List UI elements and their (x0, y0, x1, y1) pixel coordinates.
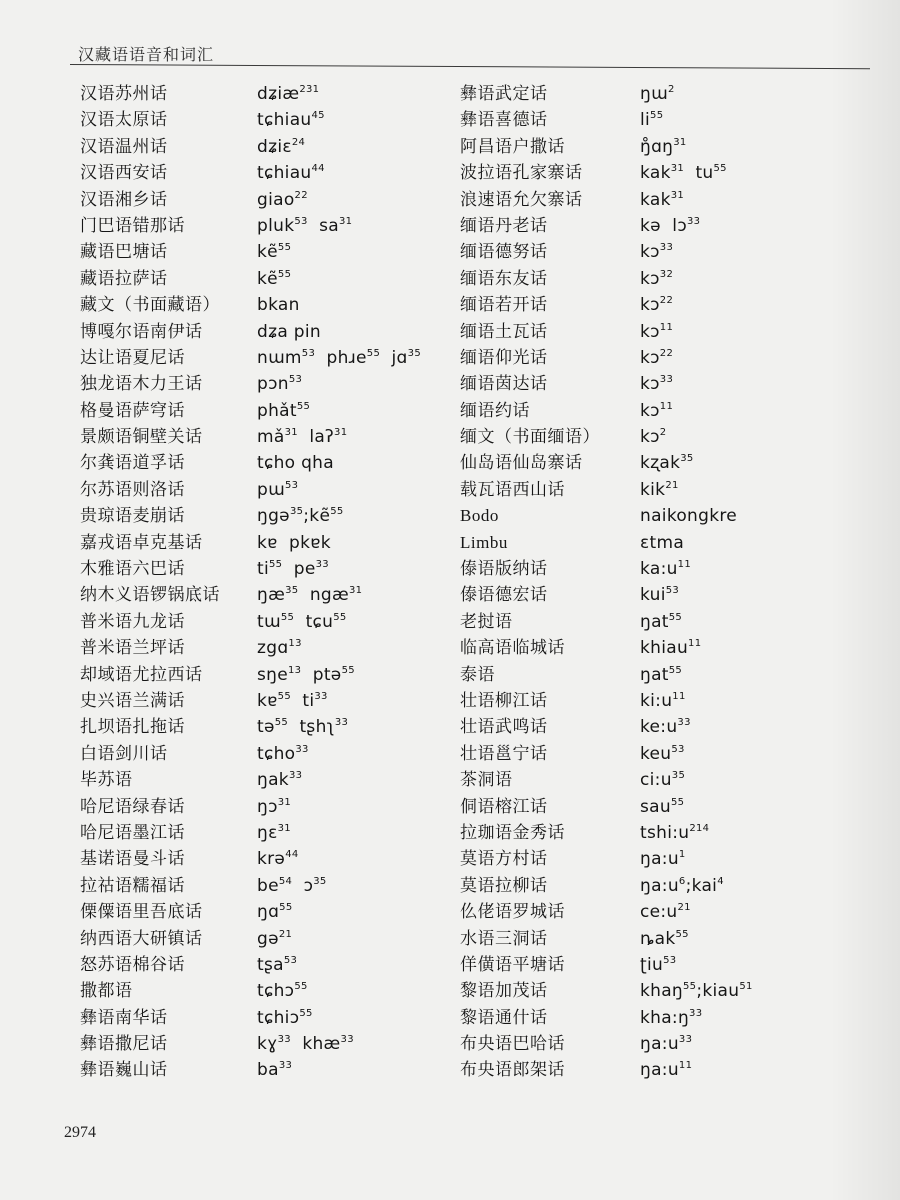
phonetic-form: sau$^{55}$ (640, 796, 685, 817)
entry-row (80, 1005, 460, 1031)
entry-row (460, 345, 860, 371)
entry-row (460, 926, 860, 952)
phonetic-form: ŋgə$^{35}$;kẽ$^{55}$ (257, 506, 344, 527)
phonetic-form: kɐ$^{55}$ $ti^{33}$ (257, 690, 328, 711)
entry-row (80, 371, 460, 397)
phonetic-form: nɯm$^{53}$ phɹe$^{55}$ jɑ$^{35}$ (257, 347, 421, 368)
language-name: 佯僙语平塘话 (460, 954, 565, 974)
language-name: 拉珈语金秀话 (460, 822, 565, 842)
language-name: 仫佬语罗城话 (460, 902, 565, 922)
language-name: 史兴语兰满话 (80, 690, 185, 710)
language-name: 缅语若开话 (460, 295, 548, 315)
entry-row (80, 398, 460, 424)
phonetic-form: $ba^{33}$ (257, 1060, 293, 1081)
entry-row (80, 503, 460, 529)
entry-row (80, 292, 460, 318)
language-name: 缅语茵达话 (460, 374, 548, 394)
phonetic-form: kak$^{31}$ $tu^{55}$ (640, 163, 727, 184)
phonetic-form: ʈiu$^{53}$ (640, 954, 677, 975)
entry-row (460, 873, 860, 899)
phonetic-form: $ŋa:u^{11}$ (640, 1060, 693, 1081)
language-name: 纳木义语锣锅底话 (80, 585, 220, 605)
entry-row (80, 187, 460, 213)
entry-row (460, 952, 860, 978)
language-name: 彝语喜德话 (460, 110, 548, 130)
entry-row (80, 978, 460, 1004)
phonetic-form: $ŋæ^{35}$ ngæ$^{31}$ (257, 585, 363, 606)
phonetic-form: $kha:ŋ^{33}$ (640, 1007, 703, 1028)
language-name: 缅语土瓦话 (460, 321, 548, 341)
phonetic-form: tɕhiau$^{45}$ (257, 110, 325, 131)
entry-row (80, 767, 460, 793)
phonetic-form: khaŋ$^{55}$;kiau$^{51}$ (640, 981, 753, 1002)
entry-row (80, 662, 460, 688)
language-name: 格曼语萨穹话 (80, 400, 185, 420)
entry-row (460, 767, 860, 793)
phonetic-form: bkan (257, 295, 300, 316)
running-title: 汉藏语语音和词汇 (78, 47, 215, 64)
entry-row (80, 846, 460, 872)
phonetic-form: kʐak$^{35}$ (640, 453, 694, 474)
phonetic-form: tɕho qha (257, 453, 334, 474)
language-name: 普米语兰坪话 (80, 638, 185, 658)
entry-row (460, 107, 860, 133)
entry-row (80, 873, 460, 899)
language-name: 博嘎尔语南伊话 (80, 321, 203, 341)
phonetic-form: pɯ$^{53}$ (257, 479, 299, 500)
language-name: 布央语巴哈话 (460, 1034, 565, 1054)
entry-row (460, 1005, 860, 1031)
language-name: 侗语榕江话 (460, 796, 548, 816)
language-name: 傈僳语里吾底话 (80, 902, 203, 922)
phonetic-form: ȵak$^{55}$ (640, 928, 689, 949)
entry-row (460, 266, 860, 292)
phonetic-form: tɕhɔ$^{55}$ (257, 981, 308, 1002)
phonetic-form: $be^{54}$ ɔ$^{35}$ (257, 875, 327, 896)
entry-row (460, 371, 860, 397)
language-name: 载瓦语西山话 (460, 479, 565, 499)
phonetic-form: naikongkre (640, 506, 738, 527)
phonetic-form: kɔ$^{22}$ (640, 347, 674, 368)
phonetic-form: $ŋa:u^6;kai^4$ (640, 875, 724, 896)
phonetic-form: $mǎ^{31}$ laʔ$^{31}$ (257, 427, 348, 448)
language-name: 藏语拉萨话 (80, 268, 168, 288)
entry-row (460, 213, 860, 239)
language-name: 水语三洞话 (460, 928, 548, 948)
phonetic-form: $tshi:u^{214}$ (640, 822, 710, 843)
language-name: 彝语南华话 (80, 1007, 168, 1027)
phonetic-form: $ŋa:u^{33}$ (640, 1034, 693, 1055)
language-name: 景颇语铜壁关话 (80, 427, 203, 447)
left-column (80, 81, 460, 1084)
language-name: Bodo (460, 506, 499, 526)
phonetic-form: $ke:u^{33}$ (640, 717, 691, 738)
page-number: 2974 (64, 1124, 96, 1141)
phonetic-form: kɣ$^{33}$ khæ$^{33}$ (257, 1034, 354, 1055)
entry-row (80, 81, 460, 107)
entry-row (460, 477, 860, 503)
entry-row (460, 714, 860, 740)
entry-row (460, 503, 860, 529)
entry-row (460, 1031, 860, 1057)
entry-row (80, 582, 460, 608)
entry-row (80, 926, 460, 952)
phonetic-form: khiau$^{11}$ (640, 638, 702, 659)
entry-row (460, 450, 860, 476)
entry-row (80, 952, 460, 978)
phonetic-form: tɕho$^{33}$ (257, 743, 309, 764)
phonetic-form: pɔn$^{53}$ (257, 374, 303, 395)
language-name: 布央语郎架话 (460, 1060, 565, 1080)
phonetic-form: zgɑ$^{13}$ (257, 638, 302, 659)
entry-row (460, 134, 860, 160)
language-name: 嘉戎语卓克基话 (80, 532, 203, 552)
language-name: 波拉语孔家寨话 (460, 163, 583, 183)
phonetic-form: $ŋa:u^1$ (640, 849, 686, 870)
language-name: 壮语武鸣话 (460, 717, 548, 737)
phonetic-form: ŋɑ$^{55}$ (257, 902, 293, 923)
entry-row (460, 609, 860, 635)
language-name: 傣语版纳话 (460, 559, 548, 579)
entry-row (460, 424, 860, 450)
entry-row (80, 266, 460, 292)
phonetic-form: kə lɔ$^{33}$ (640, 215, 701, 236)
phonetic-form: kẽ$^{55}$ (257, 242, 292, 263)
phonetic-form: gə$^{21}$ (257, 928, 293, 949)
language-name: 彝语武定话 (460, 84, 548, 103)
language-name: 汉语湘乡话 (80, 189, 168, 209)
language-name: 缅语德努话 (460, 242, 548, 262)
language-name: 黎语通什话 (460, 1007, 548, 1027)
header-rule (70, 64, 870, 69)
right-column (460, 81, 860, 1084)
entry-row (80, 688, 460, 714)
phonetic-form: krə$^{44}$ (257, 849, 299, 870)
entry-row (80, 239, 460, 265)
entry-row (460, 899, 860, 925)
language-name: 壮语邕宁话 (460, 743, 548, 763)
entry-row (80, 714, 460, 740)
entry-row (460, 160, 860, 186)
entry-row (460, 794, 860, 820)
entry-row (460, 1057, 860, 1083)
phonetic-form: kɔ$^{11}$ (640, 321, 674, 342)
entry-row (460, 846, 860, 872)
phonetic-form: pluk$^{53}$ $sa^{31}$ (257, 215, 353, 236)
language-name: 普米语九龙话 (80, 611, 185, 631)
phonetic-form: kui$^{53}$ (640, 585, 680, 606)
language-name: 门巴语错那话 (80, 215, 185, 235)
entry-row (80, 1031, 460, 1057)
phonetic-form: dʑiɛ$^{24}$ (257, 136, 306, 157)
entry-row (460, 978, 860, 1004)
language-name: 却域语尤拉西话 (80, 664, 203, 684)
entry-row (80, 424, 460, 450)
entry-row (460, 582, 860, 608)
language-name: 汉语苏州话 (80, 84, 168, 103)
language-name: 哈尼语绿春话 (80, 796, 185, 816)
entry-row (460, 81, 860, 107)
language-name: 彝语撒尼话 (80, 1034, 168, 1054)
entry-row (460, 187, 860, 213)
language-name: 莫语方村话 (460, 849, 548, 869)
language-name: 缅语约话 (460, 400, 530, 420)
phonetic-form: kɔ$^{33}$ (640, 374, 674, 395)
entry-row (80, 345, 460, 371)
entry-row (80, 794, 460, 820)
entry-row (80, 820, 460, 846)
language-name: 泰语 (460, 664, 495, 684)
language-name: 藏文（书面藏语） (80, 295, 220, 315)
language-name: 傣语德宏话 (460, 585, 548, 605)
phonetic-form: tɯ$^{55}$ tɕu$^{55}$ (257, 611, 347, 632)
entry-row (80, 609, 460, 635)
entry-row (460, 662, 860, 688)
language-name: Limbu (460, 532, 508, 552)
language-name: 尔苏语则洛话 (80, 479, 185, 499)
phonetic-form: tɕhiɔ$^{55}$ (257, 1007, 313, 1028)
language-name: 缅语仰光话 (460, 347, 548, 367)
entry-row (460, 635, 860, 661)
language-name: 达让语夏尼话 (80, 347, 185, 367)
language-name: 缅语丹老话 (460, 215, 548, 235)
phonetic-form: dʑa pin (257, 321, 321, 342)
language-name: 缅文（书面缅语） (460, 427, 600, 447)
phonetic-form: kɐ pkɐk (257, 532, 331, 553)
language-name: 莫语拉柳话 (460, 875, 548, 895)
language-name: 汉语太原话 (80, 110, 168, 130)
language-name: 拉祜语糯福话 (80, 875, 185, 895)
language-name: 彝语巍山话 (80, 1060, 168, 1080)
phonetic-form: kẽ$^{55}$ (257, 268, 292, 289)
phonetic-form: ŋak$^{33}$ (257, 770, 303, 791)
language-name: 汉语西安话 (80, 163, 168, 183)
phonetic-form: ɛtma (640, 532, 685, 553)
language-name: 黎语加茂话 (460, 981, 548, 1001)
phonetic-form: $ci:u^{35}$ (640, 770, 686, 791)
language-name: 哈尼语墨江话 (80, 822, 185, 842)
entry-row (460, 398, 860, 424)
language-name: 浪速语允欠寨话 (460, 189, 583, 209)
entry-row (80, 213, 460, 239)
phonetic-form: kɔ$^2$ (640, 427, 667, 448)
phonetic-form: ŋat$^{55}$ (640, 664, 683, 685)
phonetic-form: $ki:u^{11}$ (640, 690, 686, 711)
language-name: 扎坝语扎拖话 (80, 717, 185, 737)
phonetic-form: $ce:u^{21}$ (640, 902, 691, 923)
language-name: 临高语临城话 (460, 638, 565, 658)
language-name: 撒都语 (80, 981, 133, 1001)
language-name: 茶洞语 (460, 770, 513, 790)
language-name: 毕苏语 (80, 770, 133, 790)
phonetic-form: kɔ$^{32}$ (640, 268, 674, 289)
entry-row (80, 899, 460, 925)
entry-row (80, 450, 460, 476)
entry-row (460, 319, 860, 345)
entry-row (80, 107, 460, 133)
language-name: 贵琼语麦崩话 (80, 506, 185, 526)
language-name: 阿昌语户撒话 (460, 136, 565, 156)
entry-row (460, 688, 860, 714)
phonetic-form: kɔ$^{33}$ (640, 242, 674, 263)
entry-row (460, 292, 860, 318)
phonetic-form: ŋɔ$^{31}$ (257, 796, 292, 817)
language-name: 藏语巴塘话 (80, 242, 168, 262)
phonetic-form: ŋɯ$^2$ (640, 84, 675, 104)
phonetic-form: giao$^{22}$ (257, 189, 308, 210)
entry-row (80, 134, 460, 160)
entry-row (460, 239, 860, 265)
phonetic-form: tʂa$^{53}$ (257, 954, 298, 975)
language-name: 仙岛语仙岛寨话 (460, 453, 583, 473)
phonetic-form: tɕhiau$^{44}$ (257, 163, 325, 184)
language-name: 基诺语曼斗话 (80, 849, 185, 869)
language-name: 独龙语木力王话 (80, 374, 203, 394)
phonetic-form: ŋ̊ɑŋ$^{31}$ (640, 136, 687, 157)
phonetic-form: $ti^{55}$ $pe^{33}$ (257, 559, 329, 580)
language-name: 纳西语大研镇话 (80, 928, 203, 948)
language-name: 老挝语 (460, 611, 513, 631)
phonetic-form: phǎt$^{55}$ (257, 400, 311, 421)
entry-row (460, 820, 860, 846)
language-name: 缅语东友话 (460, 268, 548, 288)
phonetic-form: keu$^{53}$ (640, 743, 685, 764)
entry-row (80, 635, 460, 661)
entry-row (460, 556, 860, 582)
phonetic-form: kak$^{31}$ (640, 189, 685, 210)
entry-row (80, 1057, 460, 1083)
entry-row (80, 556, 460, 582)
phonetic-form: kik$^{21}$ (640, 479, 679, 500)
phonetic-form: kɔ$^{11}$ (640, 400, 674, 421)
entry-row (80, 741, 460, 767)
entry-row (460, 741, 860, 767)
phonetic-form: $li^{55}$ (640, 110, 664, 131)
entry-row (460, 530, 860, 556)
phonetic-form: sŋe$^{13}$ ptə$^{55}$ (257, 664, 355, 685)
language-name: 尔龚语道孚话 (80, 453, 185, 473)
language-name: 怒苏语棉谷话 (80, 954, 185, 974)
phonetic-form: kɔ$^{22}$ (640, 295, 674, 316)
entry-row (80, 319, 460, 345)
phonetic-form: $ka:u^{11}$ (640, 559, 691, 580)
language-name: 壮语柳江话 (460, 690, 548, 710)
language-name: 木雅语六巴话 (80, 559, 185, 579)
phonetic-form: dʑiæ$^{231}$ (257, 84, 320, 104)
phonetic-form: ŋat$^{55}$ (640, 611, 683, 632)
phonetic-form: ŋɛ$^{31}$ (257, 822, 291, 843)
entry-row (80, 530, 460, 556)
entry-row (80, 477, 460, 503)
language-name: 白语剑川话 (80, 743, 168, 763)
language-name: 汉语温州话 (80, 136, 168, 156)
phonetic-form: tə$^{55}$ tʂhʅ$^{33}$ (257, 717, 349, 738)
entry-row (80, 160, 460, 186)
